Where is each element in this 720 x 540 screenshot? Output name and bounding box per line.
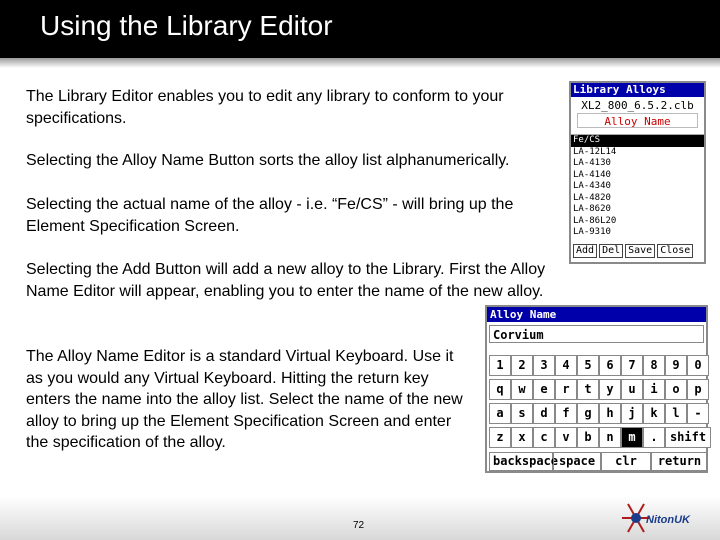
key-2[interactable]: 2 [511, 355, 533, 376]
key-y[interactable]: y [599, 379, 621, 400]
key-p[interactable]: p [687, 379, 709, 400]
alloy-name-keyboard-screen [485, 305, 708, 473]
key-d[interactable]: d [533, 403, 555, 424]
key-dash[interactable]: - [687, 403, 709, 424]
logo-text: NitonUK [646, 514, 690, 526]
alloy-list-item[interactable]: LA-4130 [573, 158, 611, 168]
key-c[interactable]: c [533, 427, 555, 448]
library-button-bar [573, 244, 693, 258]
return-key[interactable]: return [651, 452, 708, 471]
key-t[interactable]: t [577, 379, 599, 400]
keyboard-row-top [489, 379, 709, 400]
add-button[interactable]: Add [573, 244, 597, 258]
key-r[interactable]: r [555, 379, 577, 400]
alloy-list-item[interactable]: Fe/CS [571, 135, 704, 147]
key-o[interactable]: o [665, 379, 687, 400]
space-key[interactable]: space [553, 452, 601, 471]
library-header: Library Alloys [571, 83, 704, 97]
keyboard-row-numbers [489, 355, 709, 376]
key-m[interactable]: m [621, 427, 643, 448]
key-j[interactable]: j [621, 403, 643, 424]
paragraph-keyboard: The Alloy Name Editor is a standard Virtual Keyboard. Use it as you would any Virtual Keyboard. Hitting the return key enters the name into the alloy list. Select the name of the new alloy to bring up the Element Specification Screen and enter the specification of the alloy. [26, 348, 463, 451]
key-1[interactable]: 1 [489, 355, 511, 376]
alloy-name-sort-button[interactable]: Alloy Name [577, 113, 698, 128]
key-h[interactable]: h [599, 403, 621, 424]
library-alloys-screen [569, 81, 706, 264]
key-9[interactable]: 9 [665, 355, 687, 376]
paragraph-sort: Selecting the Alloy Name Button sorts the alloy list alphanumerically. [26, 152, 510, 169]
footer-shadow [0, 496, 720, 540]
alloy-list-item[interactable]: LA-8620 [573, 204, 611, 214]
key-z[interactable]: z [489, 427, 511, 448]
keyboard-header: Alloy Name [487, 307, 706, 322]
slide-title: Using the Library Editor [40, 10, 333, 41]
alloy-list-item[interactable]: LA-86L20 [573, 215, 617, 226]
key-period[interactable]: . [643, 427, 665, 448]
title-bar [0, 0, 720, 58]
key-q[interactable]: q [489, 379, 511, 400]
key-7[interactable]: 7 [621, 355, 643, 376]
key-e[interactable]: e [533, 379, 555, 400]
key-l[interactable]: l [665, 403, 687, 424]
paragraph-add: Selecting the Add Button will add a new alloy to the Library. First the Alloy Name Editor will appear, enabling you to enter the name of the new alloy. [26, 261, 546, 300]
key-s[interactable]: s [511, 403, 533, 424]
backspace-key[interactable]: backspace [489, 452, 553, 471]
alloy-list-item[interactable]: LA-4340 [573, 181, 611, 191]
key-x[interactable]: x [511, 427, 533, 448]
key-i[interactable]: i [643, 379, 665, 400]
page-number: 72 [353, 520, 365, 531]
key-8[interactable]: 8 [643, 355, 665, 376]
key-k[interactable]: k [643, 403, 665, 424]
alloy-list [571, 134, 704, 240]
alloy-list-item[interactable]: LA-4140 [573, 169, 611, 180]
key-w[interactable]: w [511, 379, 533, 400]
paragraph-intro: The Library Editor enables you to edit any library to conform to your specifications. [26, 88, 504, 127]
key-4[interactable]: 4 [555, 355, 577, 376]
delete-button[interactable]: Del [599, 244, 623, 258]
library-file-name: XL2_800_6.5.2.clb [581, 99, 694, 112]
close-button[interactable]: Close [657, 244, 693, 258]
clear-key[interactable]: clr [601, 452, 651, 471]
key-0[interactable]: 0 [687, 355, 709, 376]
alloy-list-item[interactable]: LA-4820 [573, 192, 611, 203]
key-5[interactable]: 5 [577, 355, 599, 376]
key-a[interactable]: a [489, 403, 511, 424]
title-shadow [0, 58, 720, 68]
keyboard-row-controls [489, 452, 708, 471]
keyboard-row-bottom [489, 427, 711, 448]
alloy-list-item[interactable]: LA-9310 [573, 227, 611, 237]
keyboard-row-middle [489, 403, 709, 424]
key-u[interactable]: u [621, 379, 643, 400]
key-n[interactable]: n [599, 427, 621, 448]
alloy-list-item[interactable]: LA-12L14 [573, 146, 617, 157]
key-v[interactable]: v [555, 427, 577, 448]
paragraph-select-name: Selecting the actual name of the alloy - i.e. “Fe/CS” - will bring up the Element Specification Screen. [26, 196, 514, 235]
alloy-name-input[interactable]: Corvium [489, 325, 704, 343]
shift-key[interactable]: shift [665, 427, 711, 448]
key-f[interactable]: f [555, 403, 577, 424]
key-3[interactable]: 3 [533, 355, 555, 376]
key-b[interactable]: b [577, 427, 599, 448]
key-6[interactable]: 6 [599, 355, 621, 376]
key-g[interactable]: g [577, 403, 599, 424]
save-button[interactable]: Save [625, 244, 655, 258]
